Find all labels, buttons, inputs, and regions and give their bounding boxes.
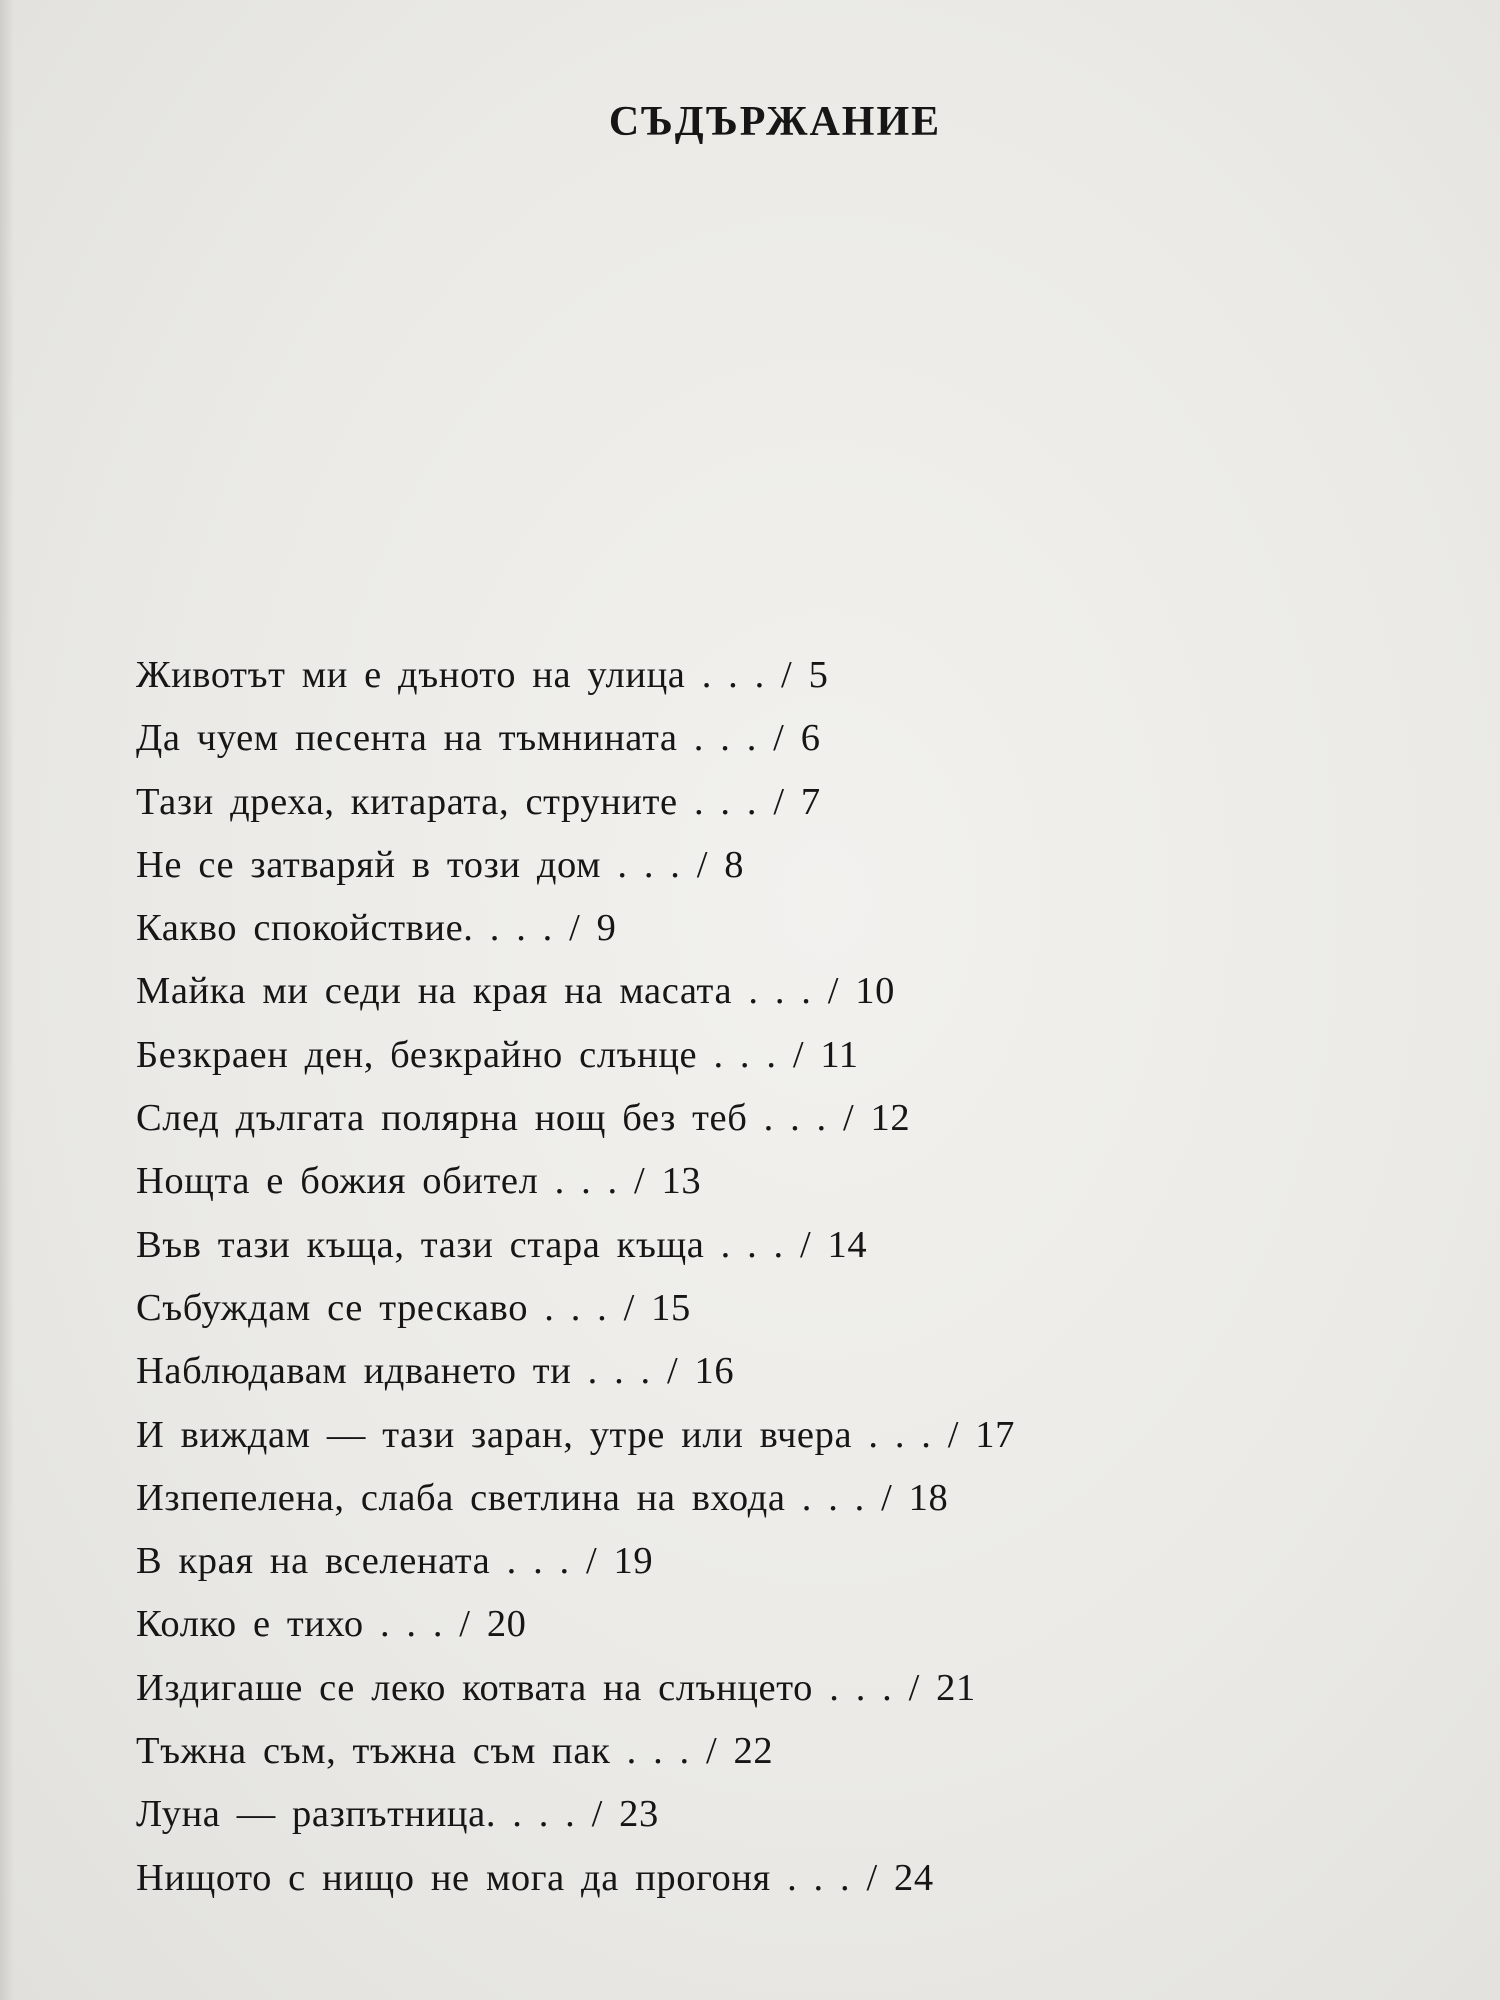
toc-entry-page-number: 6	[800, 717, 821, 760]
toc-entry-page-number: 14	[827, 1223, 868, 1266]
toc-entry-separator: . . . /	[473, 907, 597, 950]
toc-entry-title: Майка ми седи на края на масата	[136, 970, 733, 1013]
toc-entry-separator: . . . /	[490, 1540, 614, 1583]
toc-entry-separator: . . . /	[528, 1286, 652, 1329]
toc-entry-page-number: 18	[908, 1476, 949, 1519]
toc-entry-title: Тази дреха, китарата, струните	[136, 780, 678, 823]
toc-entry-separator: . . . /	[685, 654, 809, 696]
toc-entry-page-number: 12	[870, 1097, 911, 1140]
toc-entry-page-number: 10	[855, 970, 895, 1013]
toc-entry	[136, 1657, 1015, 1720]
toc-entry-separator: . . . /	[704, 1223, 828, 1266]
toc-entry-title: Събуждам се трескаво	[136, 1286, 529, 1329]
toc-entry	[136, 1593, 1015, 1656]
toc-entry-title: Луна — разпътница.	[136, 1793, 497, 1836]
toc-entry-separator: . . . /	[363, 1603, 487, 1646]
toc-entry-title: Нищото с нищо не мога да прогоня	[136, 1856, 771, 1899]
toc-entry-separator: . . . /	[677, 780, 801, 823]
toc-entry-title: Колко е тихо	[136, 1603, 364, 1646]
toc-entry-page-number: 21	[936, 1666, 976, 1709]
toc-entry-separator: . . . /	[770, 1856, 894, 1899]
toc-entry-separator: . . . /	[852, 1413, 976, 1456]
toc-entry	[136, 1847, 1015, 1910]
toc-entry-separator: . . . /	[601, 843, 725, 886]
toc-entry-separator: . . . /	[732, 970, 856, 1013]
toc-entry	[136, 1783, 1015, 1846]
toc-entry-separator: . . . /	[571, 1350, 695, 1393]
toc-entry-separator: . . . /	[538, 1160, 662, 1203]
toc-entry-page-number: 20	[486, 1603, 527, 1646]
toc-entry-title: След дългата полярна нощ без теб	[136, 1097, 748, 1140]
toc-entry-separator: . . . /	[813, 1666, 937, 1709]
toc-entry-title: Какво спокойствие.	[136, 907, 474, 950]
toc-entry	[136, 1340, 1015, 1403]
toc-entry	[136, 1150, 1015, 1213]
toc-entry-separator: . . . /	[677, 717, 801, 760]
page-spine-shadow	[0, 0, 14, 2000]
page-title: СЪДЪРЖАНИЕ	[608, 99, 942, 145]
toc-entry-page-number: 5	[808, 654, 829, 696]
toc-entry	[136, 1087, 1015, 1150]
toc-entry	[136, 644, 1015, 707]
toc-entry-separator: . . . /	[697, 1033, 821, 1076]
toc-entry-page-number: 9	[596, 907, 617, 950]
toc-entry-page-number: 16	[694, 1350, 735, 1393]
toc-entry-title: Изпепелена, слаба светлина на входа	[136, 1476, 786, 1519]
toc-entry	[136, 1530, 1015, 1593]
toc-entry-page-number: 8	[724, 843, 745, 886]
toc-entry-page-number: 24	[893, 1856, 934, 1899]
toc-entry	[136, 1467, 1015, 1530]
toc-entry	[136, 1024, 1015, 1087]
toc-entry-separator: . . . /	[747, 1097, 871, 1140]
toc-entry-title: Да чуем песента на тъмнината	[136, 717, 678, 760]
toc-entry	[136, 897, 1015, 960]
toc-entry-title: Нощта е божия обител	[136, 1160, 539, 1203]
toc-entry-page-number: 13	[661, 1160, 702, 1203]
toc-entry-page-number: 19	[613, 1540, 654, 1583]
toc-entry	[136, 834, 1015, 897]
toc-entry-title: Във тази къща, тази стара къща	[136, 1223, 705, 1266]
toc-entry-title: В края на вселената	[136, 1540, 491, 1583]
toc-entry	[136, 1277, 1015, 1340]
toc-entry	[136, 1214, 1015, 1277]
toc-entry-title: Издигаше се леко котвата на слънцето	[136, 1666, 814, 1709]
toc-entry-page-number: 15	[651, 1286, 691, 1329]
toc-entry	[136, 707, 1015, 770]
toc-entry-page-number: 11	[820, 1033, 859, 1076]
toc-entry-separator: . . . /	[785, 1476, 909, 1519]
toc-entry-title: Тъжна съм, тъжна съм пак	[136, 1730, 611, 1773]
toc-entry-separator: . . . /	[496, 1793, 620, 1836]
toc-entry	[136, 1404, 1015, 1467]
toc-entry-title: Не се затваряй в този дом	[136, 843, 602, 886]
toc-entry-separator: . . . /	[610, 1730, 734, 1773]
toc-entry	[136, 960, 1015, 1023]
toc-entry-page-number: 22	[733, 1730, 774, 1773]
toc-entry	[136, 771, 1015, 834]
toc-entry-title: Животът ми е дъното на улица	[136, 654, 686, 696]
table-of-contents	[136, 644, 1015, 1910]
toc-entry-page-number: 17	[975, 1413, 1015, 1456]
toc-entry-title: Безкраен ден, безкрайно слънце	[136, 1033, 698, 1076]
toc-entry-title: И виждам — тази заран, утре или вчера	[136, 1413, 853, 1456]
toc-entry-page-number: 23	[619, 1793, 659, 1836]
toc-entry	[136, 1720, 1015, 1783]
toc-entry-title: Наблюдавам идването ти	[136, 1350, 572, 1393]
toc-entry-page-number: 7	[800, 780, 821, 823]
